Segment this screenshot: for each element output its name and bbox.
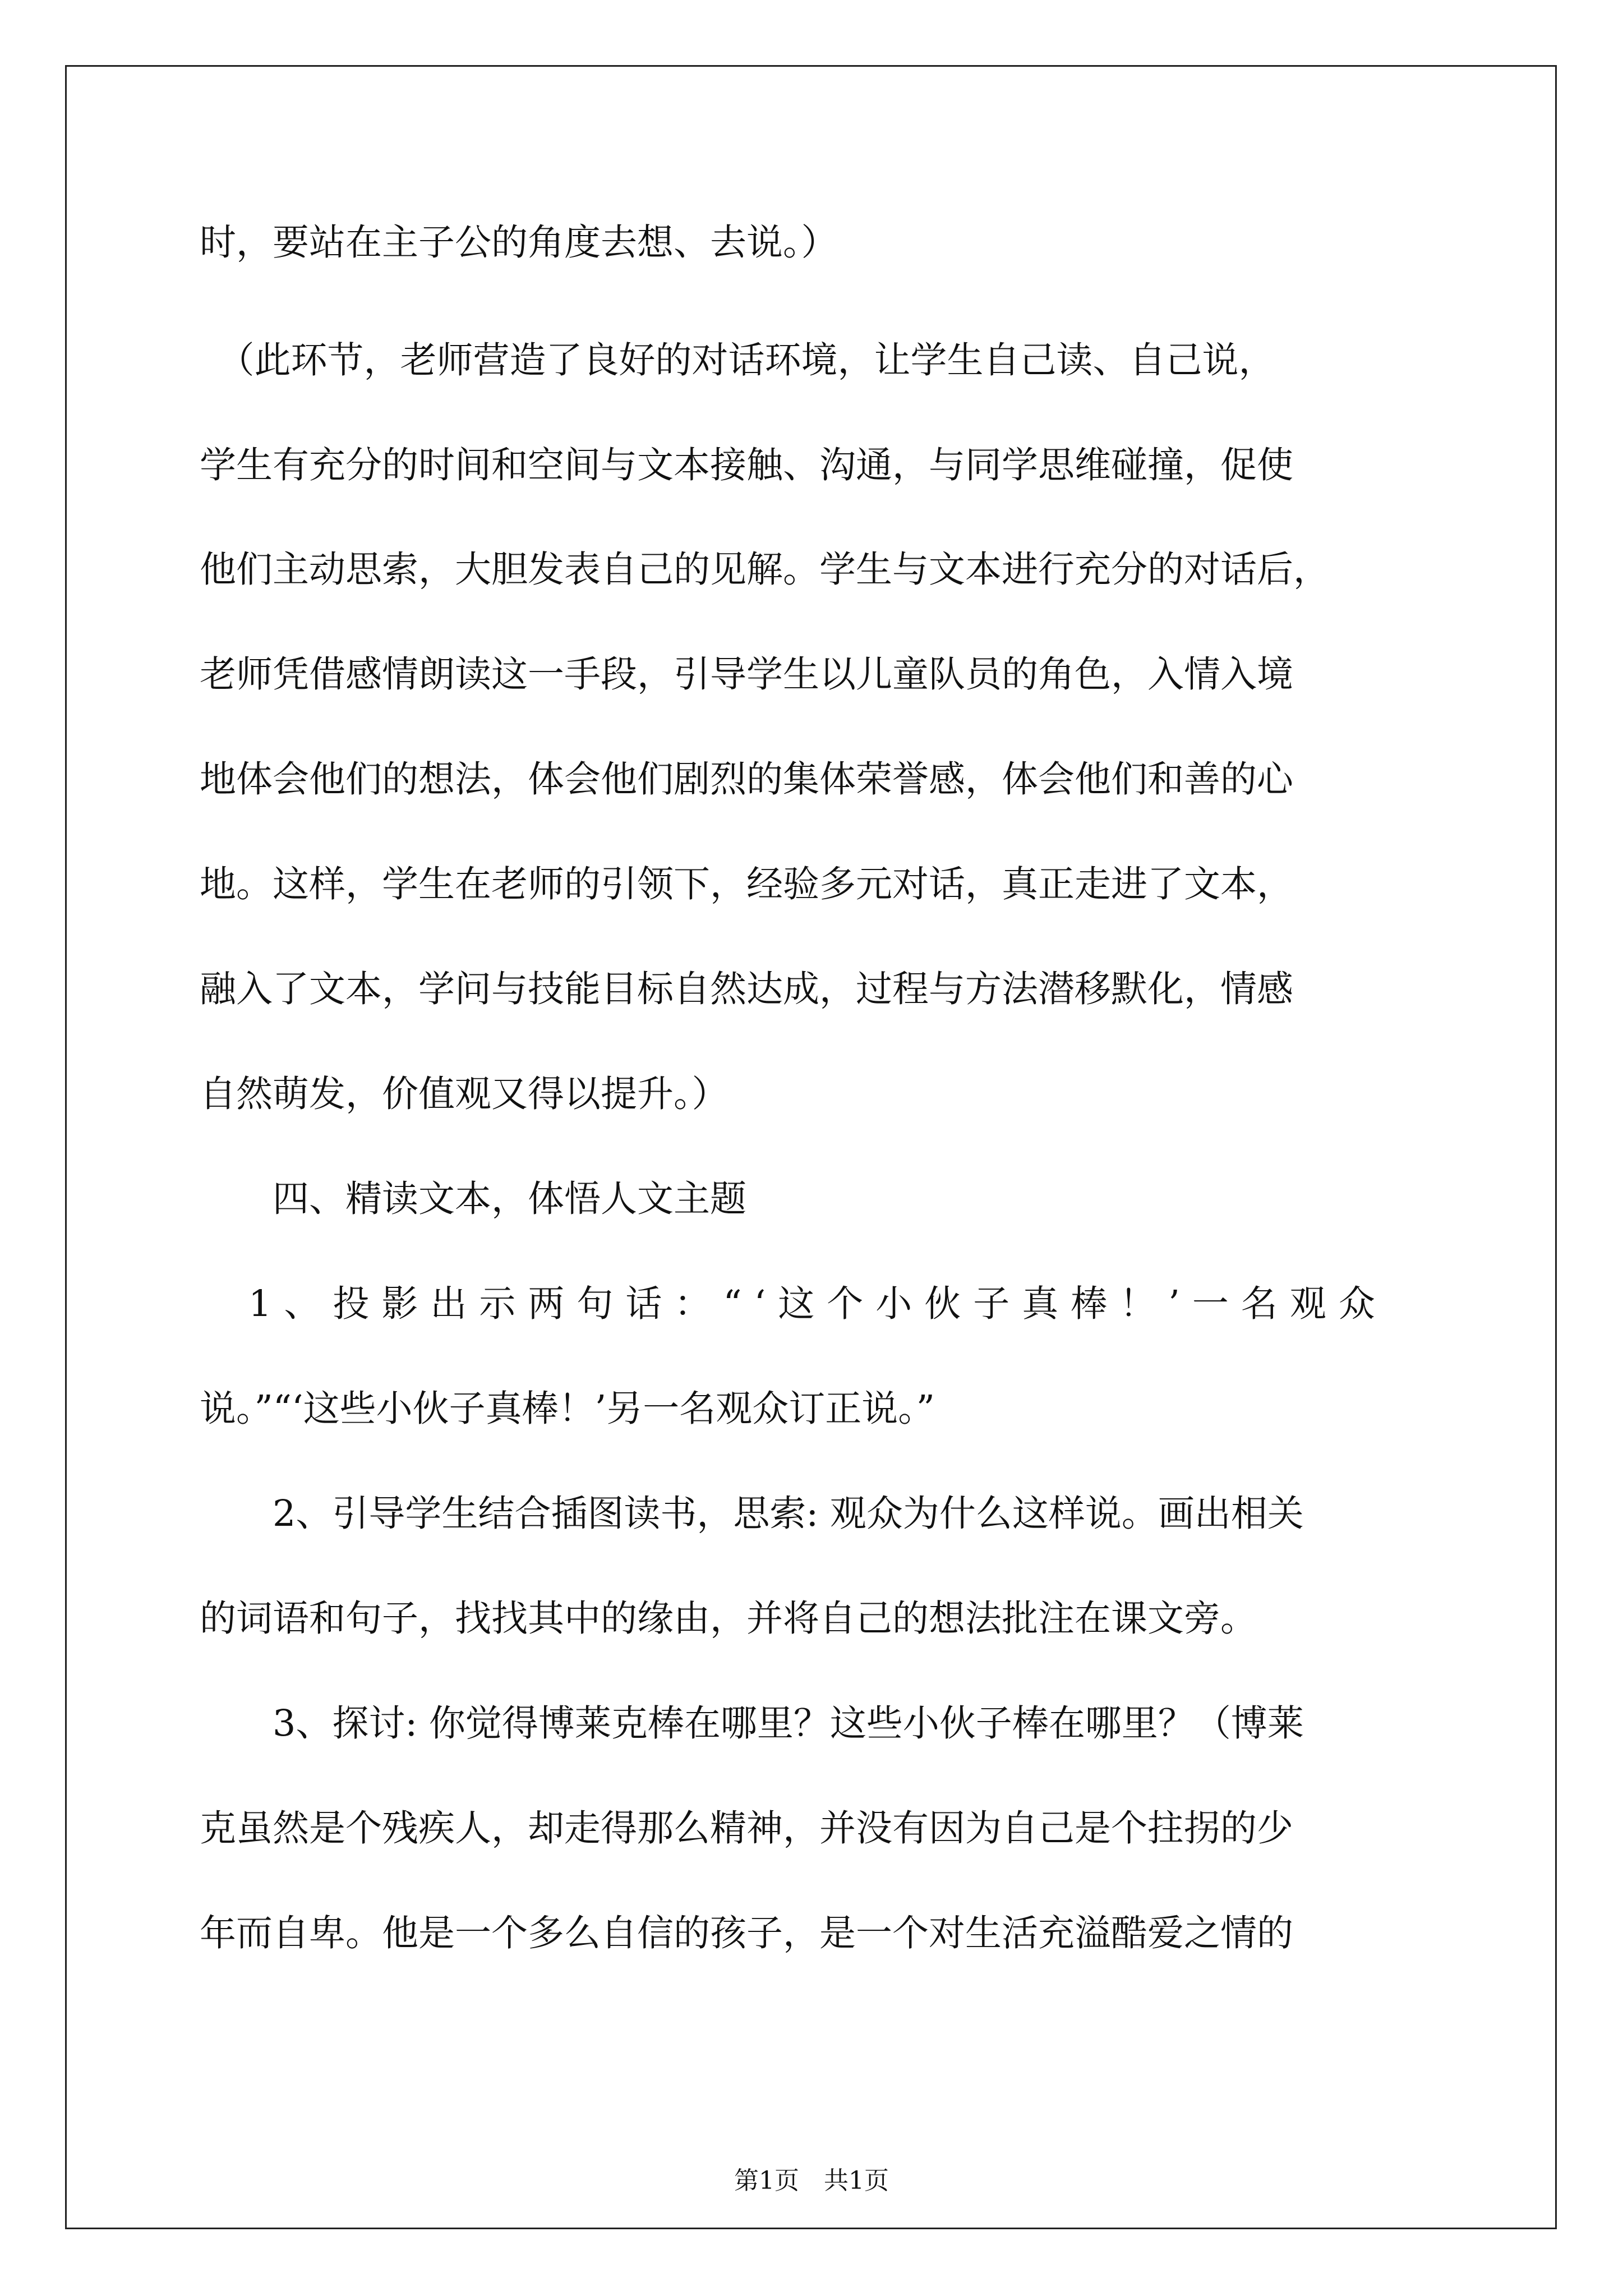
paragraph-line-17: 年而自卑。他是一个多么自信的孩子，是一个对生活充溢酷爱之情的 bbox=[200, 1912, 1294, 1954]
paragraph-line-13: 2、引导学生结合插图读书，思索: 观众为什么这样说。画出相关 bbox=[200, 1493, 1304, 1535]
page-footer: 第1页 共1页 bbox=[734, 2166, 889, 2195]
paragraph-line-2: （此环节，老师营造了良好的对话环境，让学生自己读、自己说， bbox=[200, 339, 1275, 381]
paragraph-line-11: 1、投影出示两句话：“‘这个小伙子真棒！’一名观众 bbox=[200, 1283, 1387, 1325]
paragraph-line-16: 克虽然是个残疾人，却走得那么精神，并没有因为自己是个拄拐的少 bbox=[200, 1807, 1294, 1849]
paragraph-line-14: 的词语和句子，找找其中的缘由，并将自己的想法批注在课文旁。 bbox=[200, 1598, 1257, 1640]
page-border bbox=[65, 65, 1557, 2229]
paragraph-line-4: 他们主动思索，大胆发表自己的见解。学生与文本进行充分的对话后， bbox=[200, 549, 1330, 591]
paragraph-line-5: 老师凭借感情朗读这一手段，引导学生以儿童队员的角色，入情入境 bbox=[200, 654, 1294, 696]
paragraph-line-12: 说。”“‘这些小伙子真棒！’另一名观众订正说。” bbox=[200, 1388, 935, 1430]
section-heading: 四、精读文本，体悟人文主题 bbox=[200, 1178, 747, 1220]
paragraph-line-3: 学生有充分的时间和空间与文本接触、沟通，与同学思维碰撞，促使 bbox=[200, 444, 1294, 486]
paragraph-line-9: 自然萌发，价值观又得以提升。） bbox=[200, 1073, 728, 1115]
paragraph-line-7: 地。这样，学生在老师的引领下，经验多元对话，真正走进了文本， bbox=[200, 863, 1294, 905]
paragraph-line-15: 3、探讨: 你觉得博莱克棒在哪里？这些小伙子棒在哪里？（博莱 bbox=[200, 1703, 1304, 1745]
paragraph-line-6: 地体会他们的想法，体会他们剧烈的集体荣誉感，体会他们和善的心 bbox=[200, 758, 1294, 800]
paragraph-line-8: 融入了文本，学问与技能目标自然达成，过程与方法潜移默化，情感 bbox=[200, 968, 1294, 1010]
paragraph-line-1: 时，要站在主子公的角度去想、去说。） bbox=[200, 222, 838, 264]
